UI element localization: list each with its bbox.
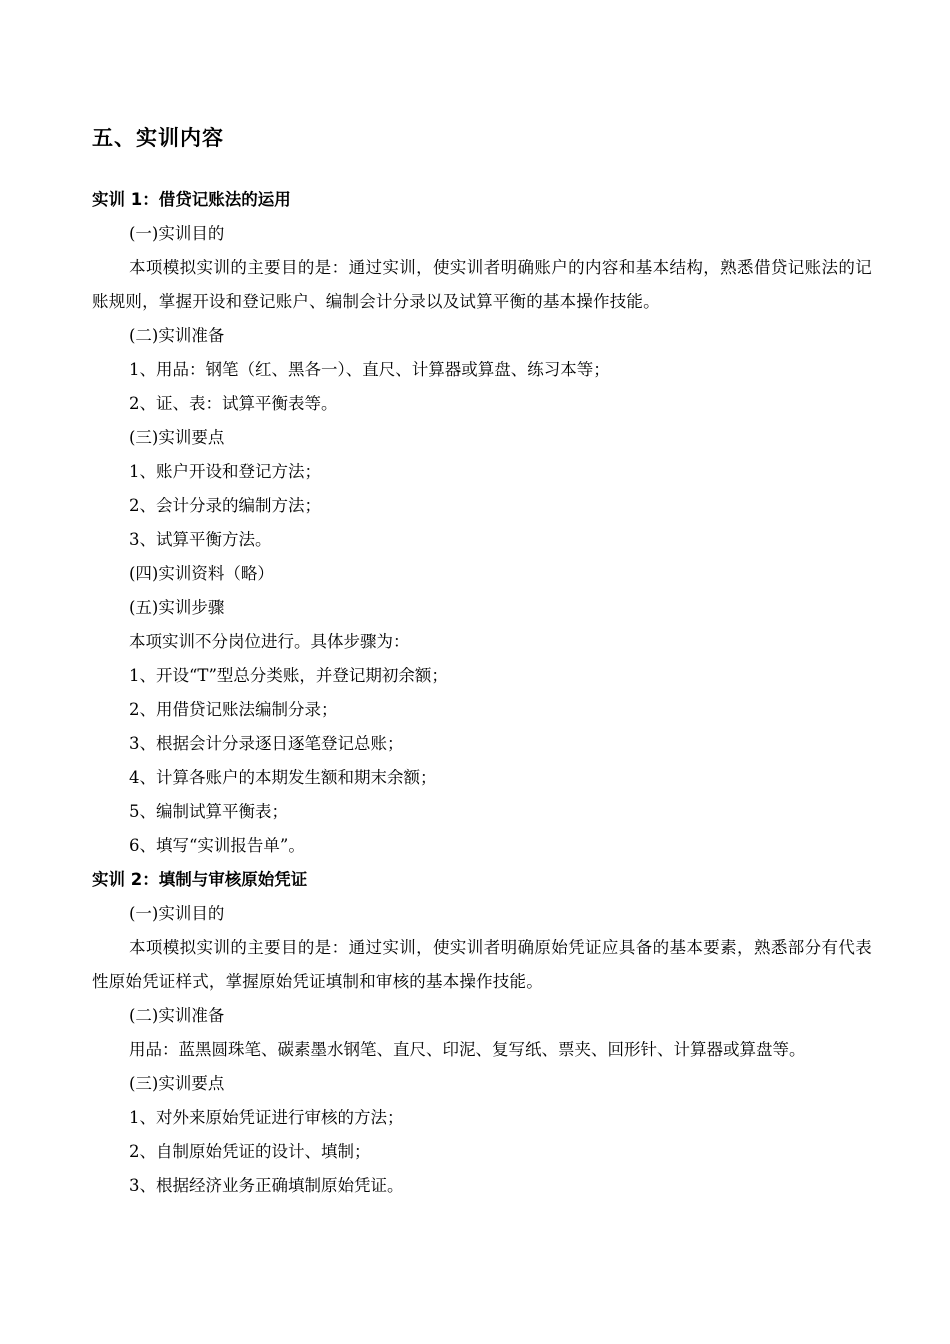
list-item: 3、试算平衡方法。 xyxy=(129,530,272,549)
training-1-material-heading: (四)实训资料（略） xyxy=(129,564,274,583)
training-1-steps-heading: (五)实训步骤 xyxy=(129,598,225,617)
list-item: 4、计算各账户的本期发生额和期末余额； xyxy=(129,768,437,787)
list-item: 6、填写“实训报告单”。 xyxy=(129,836,305,855)
list-item: 3、根据会计分录逐日逐笔登记总账； xyxy=(129,734,404,753)
list-item: 5、编制试算平衡表； xyxy=(129,802,288,821)
list-item: 1、用品：钢笔（红、黑各一）、直尺、计算器或算盘、练习本等； xyxy=(129,360,610,379)
training-1-title: 实训 1：借贷记账法的运用 xyxy=(92,190,291,209)
list-item: 2、证、表：试算平衡表等。 xyxy=(129,394,338,413)
training-1-prep-heading: (二)实训准备 xyxy=(129,326,225,345)
list-item: 2、会计分录的编制方法； xyxy=(129,496,321,515)
training-1-points-heading: (三)实训要点 xyxy=(129,428,225,447)
training-2-prep-heading: (二)实训准备 xyxy=(129,1006,225,1025)
list-item: 3、根据经济业务正确填制原始凭证。 xyxy=(129,1176,404,1195)
training-2-title: 实训 2：填制与审核原始凭证 xyxy=(92,870,308,889)
training-1-purpose-heading: (一)实训目的 xyxy=(129,224,225,243)
training-2-points-heading: (三)实训要点 xyxy=(129,1074,225,1093)
list-item: 2、自制原始凭证的设计、填制； xyxy=(129,1142,371,1161)
training-2-purpose-heading: (一)实训目的 xyxy=(129,904,225,923)
training-2-prep-text: 用品：蓝黑圆珠笔、碳素墨水钢笔、直尺、印泥、复写纸、票夹、回形针、计算器或算盘等。 xyxy=(129,1040,806,1059)
training-1-purpose-text: 本项模拟实训的主要目的是：通过实训，使实训者明确账户的内容和基本结构，熟悉借贷记账法的记账规则，掌握开设和登记账户、编制会计分录以及试算平衡的基本操作技能。 xyxy=(92,258,872,311)
list-item: 1、开设“T”型总分类账，并登记期初余额； xyxy=(129,666,448,685)
document-body xyxy=(92,183,872,1203)
training-2-purpose-text: 本项模拟实训的主要目的是：通过实训，使实训者明确原始凭证应具备的基本要素，熟悉部分有代表性原始凭证样式，掌握原始凭证填制和审核的基本操作技能。 xyxy=(92,938,872,991)
training-1-steps-intro: 本项实训不分岗位进行。具体步骤为： xyxy=(129,632,410,651)
list-item: 1、对外来原始凭证进行审核的方法； xyxy=(129,1108,404,1127)
list-item: 2、用借贷记账法编制分录； xyxy=(129,700,338,719)
list-item: 1、账户开设和登记方法； xyxy=(129,462,321,481)
section-title: 五、实训内容 xyxy=(92,126,224,150)
